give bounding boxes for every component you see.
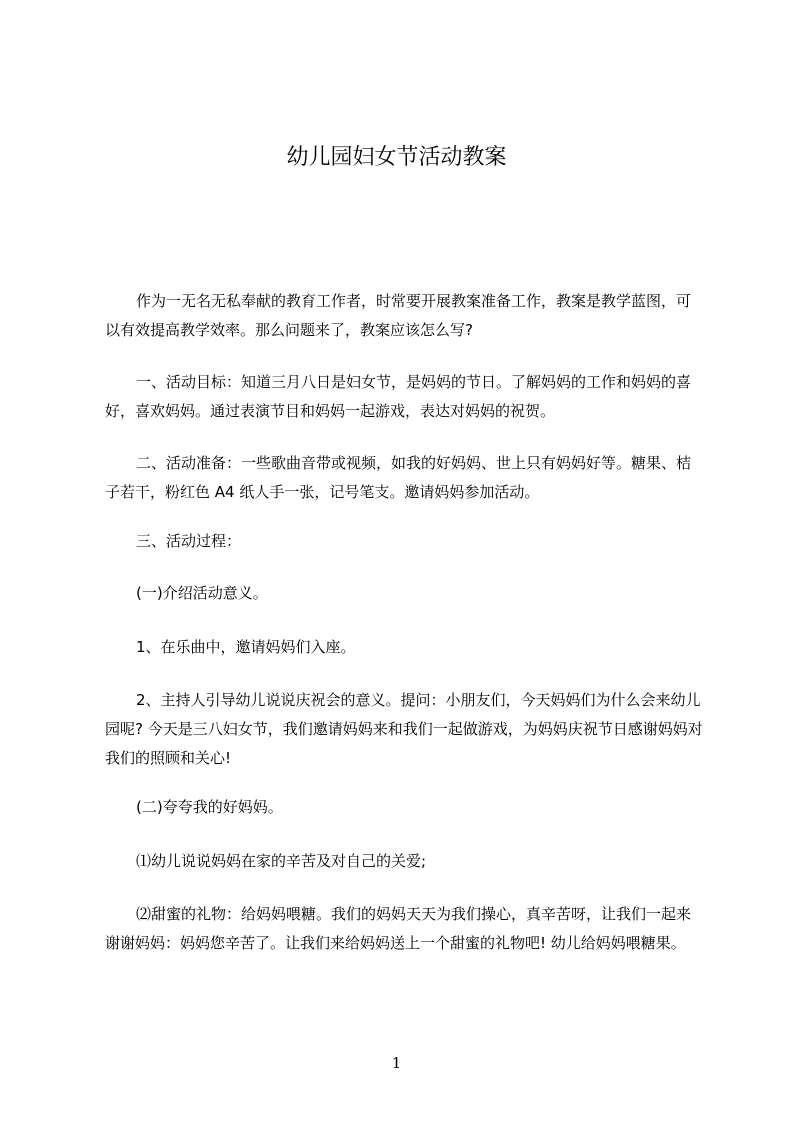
activity-process-heading: 三、活动过程： — [136, 532, 242, 550]
page-number: 1 — [391, 1054, 402, 1072]
item-two-paragraph: ⑵甜蜜的礼物：给妈妈喂糖。我们的妈妈天天为我们操心，真辛苦呀，让我们一起来谢谢妈妈：妈妈您辛苦了。让我们来给妈妈送上一个甜蜜的礼物吧! 幼儿给妈妈喂糖果。 — [105, 905, 692, 952]
document-title: 幼儿园妇女节活动教案 — [286, 145, 507, 170]
section-two-heading: (二)夸夸我的好妈妈。 — [136, 798, 283, 816]
step-one-paragraph: 1、在乐曲中，邀请妈妈们入座。 — [136, 638, 356, 656]
activity-preparation-paragraph: 二、活动准备：一些歌曲音带或视频，如我的好妈妈、世上只有妈妈好等。糖果、桔子若干，粉红色 A4 纸人手一张，记号笔支。邀请妈妈参加活动。 — [105, 454, 692, 501]
activity-goals-paragraph: 一、活动目标：知道三月八日是妇女节，是妈妈的节日。了解妈妈的工作和妈妈的喜好，喜欢妈妈。通过表演节目和妈妈一起游戏，表达对妈妈的祝贺。 — [105, 373, 692, 420]
step-two-paragraph: 2、主持人引导幼儿说说庆祝会的意义。提问：小朋友们，今天妈妈们为什么会来幼儿园呢? 今天是三八妇女节，我们邀请妈妈来和我们一起做游戏，为妈妈庆祝节日感谢妈妈对我们的照顾和关心! — [105, 691, 703, 767]
intro-paragraph: 作为一无名无私奉献的教育工作者，时常要开展教案准备工作，教案是教学蓝图，可以有效提高教学效率。那么问题来了，教案应该怎么写? — [105, 292, 692, 339]
section-one-heading: (一)介绍活动意义。 — [136, 584, 268, 602]
item-one-paragraph: ⑴幼儿说说妈妈在家的辛苦及对自己的关爱; — [136, 852, 427, 870]
